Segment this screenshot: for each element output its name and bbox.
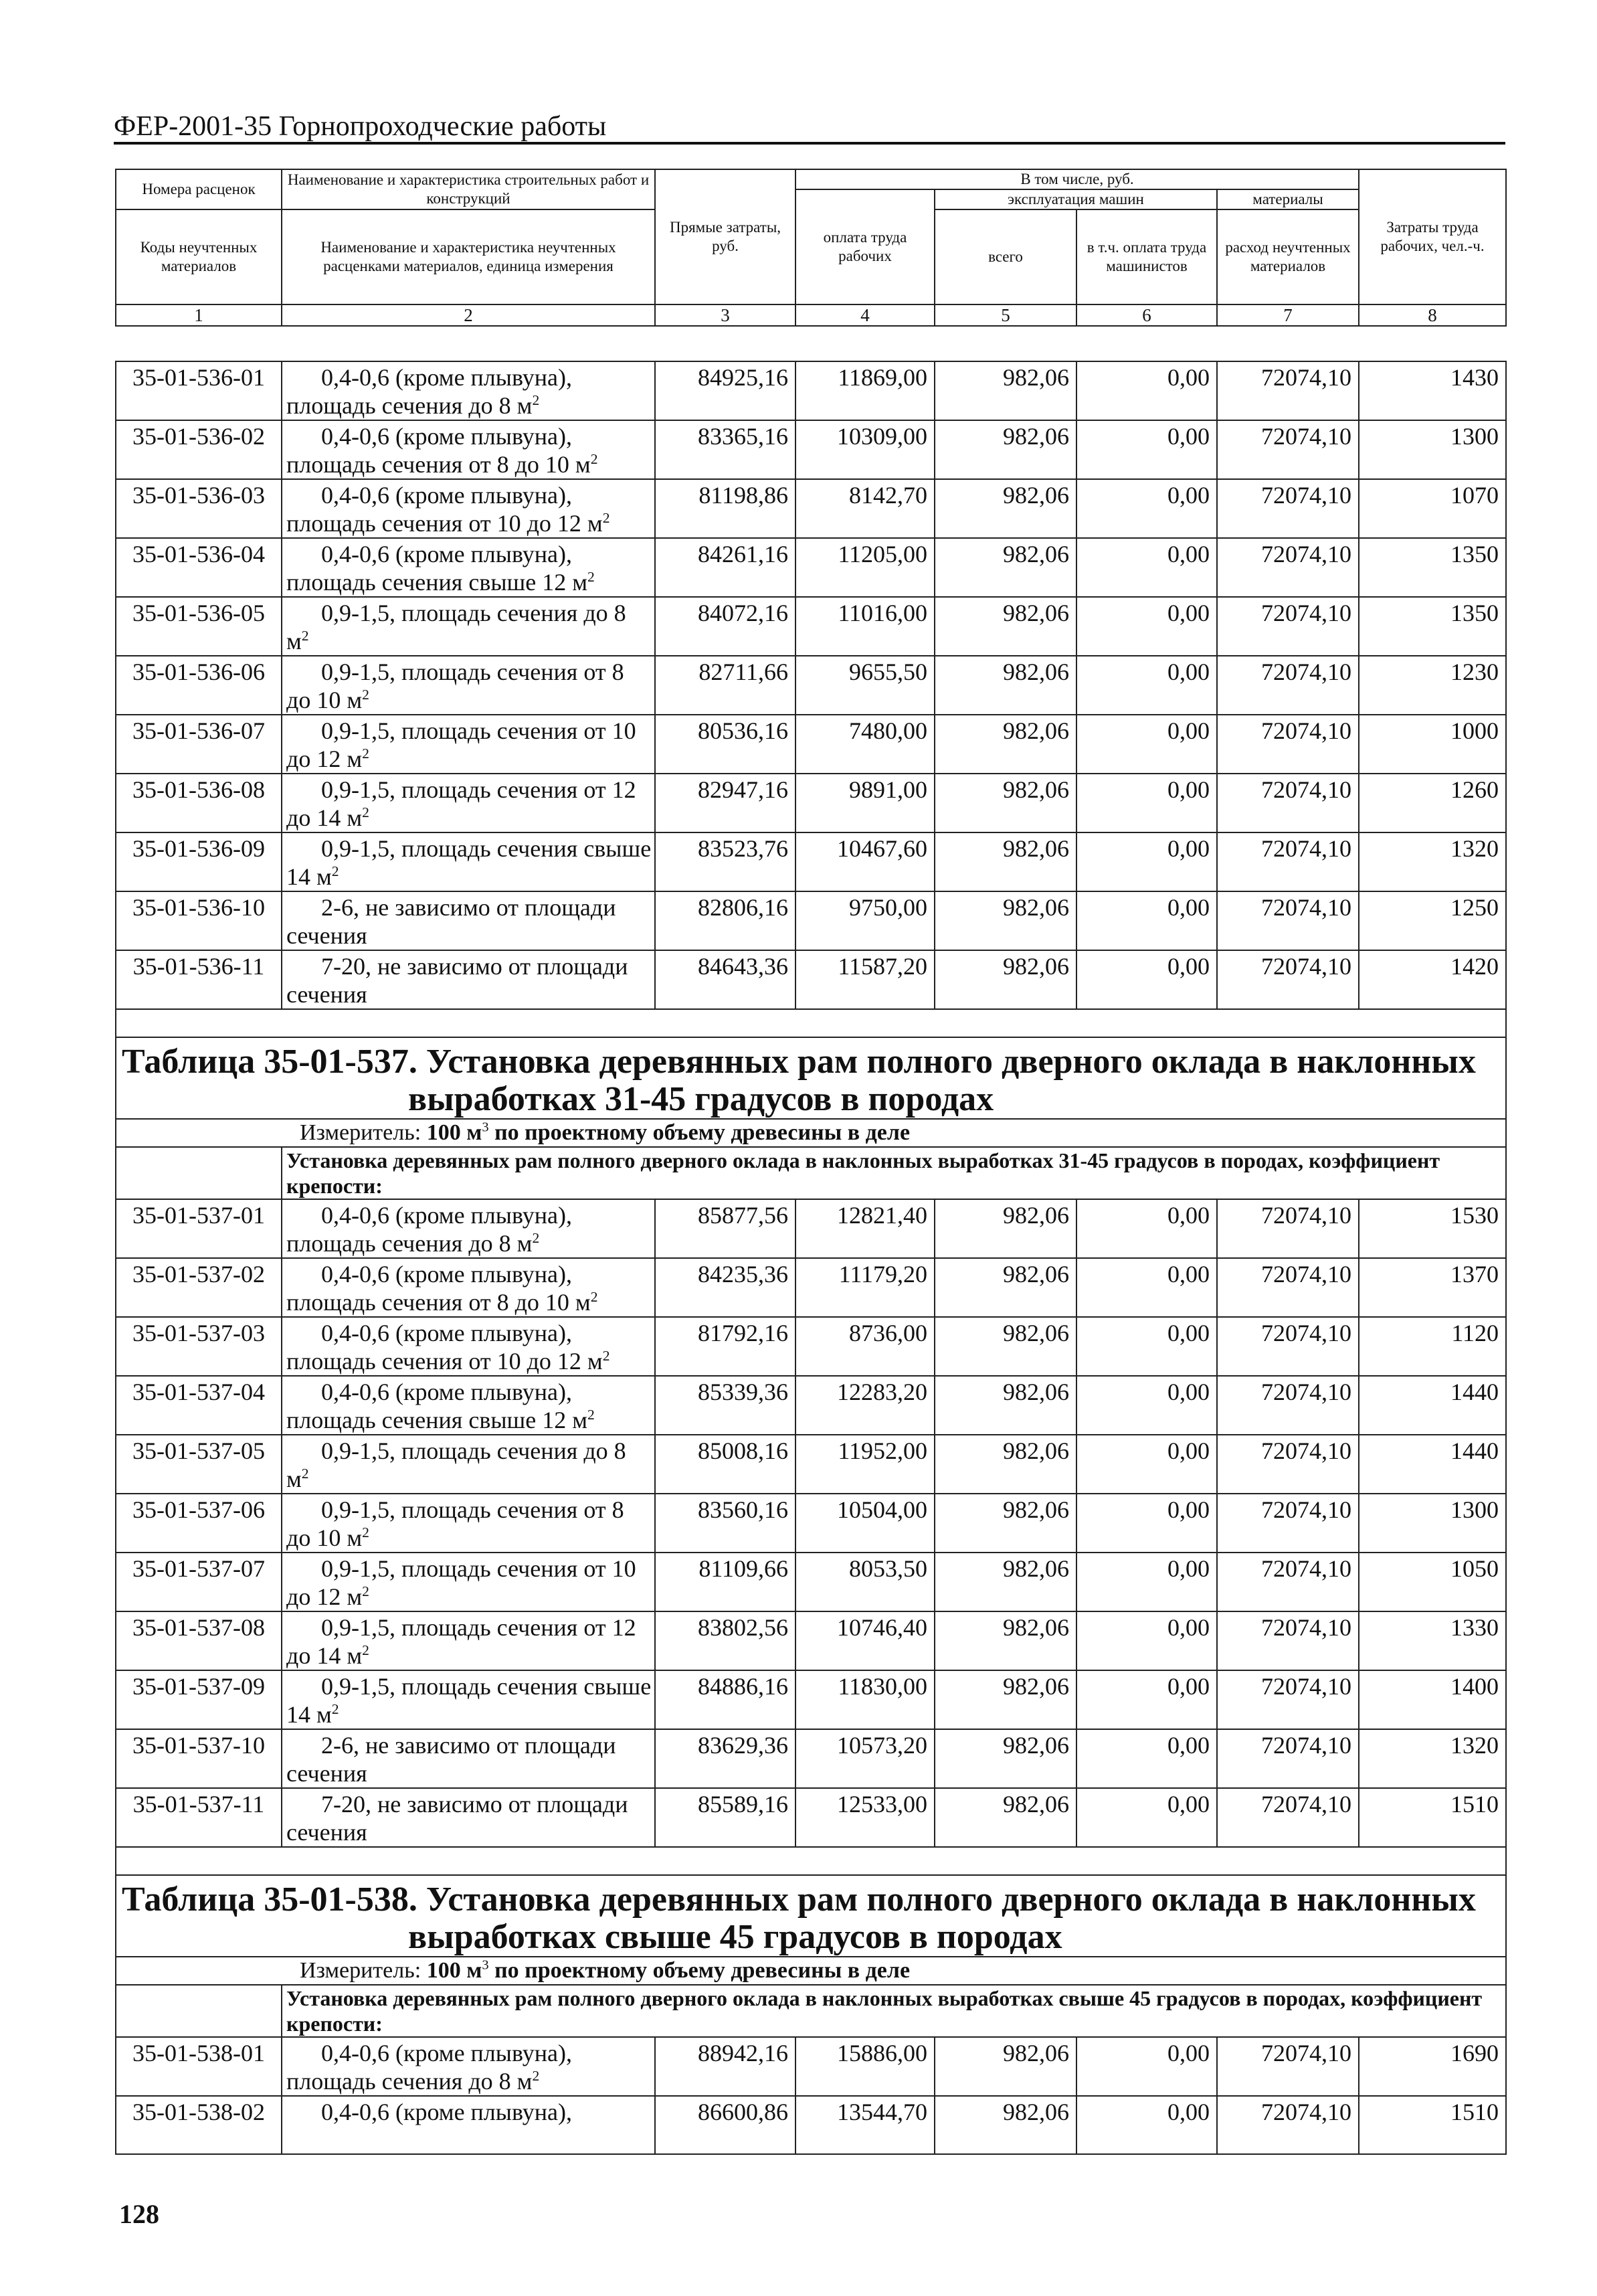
work-description: 2-6, не зависимо от площади сечения: [282, 891, 655, 950]
machines-total: 982,06: [935, 2096, 1076, 2154]
materials-cost: 72074,10: [1217, 1435, 1359, 1494]
machinists-pay: 0,00: [1076, 2037, 1217, 2096]
direct-costs: 85589,16: [655, 1788, 795, 1847]
rate-code: 35-01-536-03: [116, 479, 282, 538]
work-description: 0,4-0,6 (кроме плывуна),: [282, 2096, 655, 2154]
table-row: [116, 479, 1506, 538]
column-number: 5: [935, 304, 1076, 326]
table-row: [116, 1199, 1506, 1258]
labor-hours: 1300: [1359, 1494, 1506, 1553]
work-description: 2-6, не зависимо от площади сечения: [282, 1729, 655, 1788]
table-row: [116, 2037, 1506, 2096]
materials-cost: 72074,10: [1217, 1670, 1359, 1729]
work-description: 7-20, не зависимо от площади сечения: [282, 950, 655, 1009]
table-row: [116, 656, 1506, 715]
machines-total: 982,06: [935, 2037, 1076, 2096]
header-codes-top: Номера расценок: [116, 169, 282, 209]
work-description: 0,4-0,6 (кроме плывуна), площадь сечения от 10 до 12 $м^2$: [282, 479, 655, 538]
rate-code: 35-01-537-07: [116, 1553, 282, 1611]
work-description: 0,4-0,6 (кроме плывуна), площадь сечения до 8 $м^2$: [282, 1199, 655, 1258]
rate-code: 35-01-537-09: [116, 1670, 282, 1729]
labor-hours: 1320: [1359, 1729, 1506, 1788]
area-unit-sup: 2: [362, 804, 369, 820]
machinists-pay: 0,00: [1076, 1376, 1217, 1435]
direct-costs: 84925,16: [655, 361, 795, 420]
measure-label: Измеритель:: [300, 1120, 427, 1145]
work-description: 0,9-1,5, площадь сечения от 12 до 14 $м^2$: [282, 774, 655, 832]
table-row: [116, 420, 1506, 479]
measure-unit: 100 м: [426, 1958, 482, 1983]
page-header: ФЕР-2001-35 Горнопроходческие работы: [114, 111, 1505, 145]
labor-pay: 9750,00: [795, 891, 935, 950]
rows-35-01-536: [116, 361, 1506, 1009]
machinists-pay: 0,00: [1076, 1553, 1217, 1611]
direct-costs: 85877,56: [655, 1199, 795, 1258]
rate-code: 35-01-536-04: [116, 538, 282, 597]
table-row: [116, 832, 1506, 891]
machinists-pay: 0,00: [1076, 361, 1217, 420]
direct-costs: 81109,66: [655, 1553, 795, 1611]
labor-hours: 1050: [1359, 1553, 1506, 1611]
machinists-pay: 0,00: [1076, 2096, 1217, 2154]
area-unit-sup: 2: [362, 1642, 369, 1658]
labor-pay: 11869,00: [795, 361, 935, 420]
materials-cost: 72074,10: [1217, 1611, 1359, 1670]
area-unit-sup: 2: [362, 687, 369, 703]
rate-code: 35-01-536-01: [116, 361, 282, 420]
machines-total: 982,06: [935, 832, 1076, 891]
machines-total: 982,06: [935, 656, 1076, 715]
machinists-pay: 0,00: [1076, 479, 1217, 538]
labor-pay: 11587,20: [795, 950, 935, 1009]
direct-costs: 83523,76: [655, 832, 795, 891]
rate-code: 35-01-538-02: [116, 2096, 282, 2154]
column-number: 7: [1217, 304, 1359, 326]
labor-pay: 8736,00: [795, 1317, 935, 1376]
labor-hours: 1690: [1359, 2037, 1506, 2096]
machinists-pay: 0,00: [1076, 891, 1217, 950]
machines-total: 982,06: [935, 774, 1076, 832]
header-machines: эксплуатация машин: [935, 189, 1217, 209]
materials-cost: 72074,10: [1217, 1317, 1359, 1376]
work-description: 7-20, не зависимо от площади сечения: [282, 1788, 655, 1847]
work-description: 0,9-1,5, площадь сечения свыше 14 $м^2$: [282, 1670, 655, 1729]
machines-total: 982,06: [935, 1376, 1076, 1435]
rate-code: 35-01-538-01: [116, 2037, 282, 2096]
labor-pay: 10467,60: [795, 832, 935, 891]
direct-costs: 80536,16: [655, 715, 795, 774]
rate-code: 35-01-537-01: [116, 1199, 282, 1258]
labor-pay: 10573,20: [795, 1729, 935, 1788]
materials-cost: 72074,10: [1217, 420, 1359, 479]
table-row: [116, 1611, 1506, 1670]
machines-total: 982,06: [935, 1670, 1076, 1729]
header-materials-use: расход неучтенных материалов: [1217, 209, 1359, 304]
machines-total: 982,06: [935, 479, 1076, 538]
table-row: [116, 1729, 1506, 1788]
work-description: 0,9-1,5, площадь сечения до 8 $м^2$: [282, 1435, 655, 1494]
machinists-pay: 0,00: [1076, 656, 1217, 715]
area-unit-sup: 2: [301, 1466, 309, 1482]
table-538-title-line1: Таблица 35-01-538. Установка деревянных рам полного дверного оклада в наклонных: [122, 1880, 1476, 1919]
work-description: 0,9-1,5, площадь сечения от 8 до 10 $м^2$: [282, 656, 655, 715]
area-unit-sup: 2: [301, 628, 309, 644]
machinists-pay: 0,00: [1076, 950, 1217, 1009]
materials-cost: 72074,10: [1217, 950, 1359, 1009]
table-538-measure: [116, 1957, 1506, 1985]
table-538-heading: [116, 1847, 1506, 2037]
area-unit-sup: 2: [532, 2068, 540, 2084]
direct-costs: 81198,86: [655, 479, 795, 538]
header-machinists-pay: в т.ч. оплата труда машинистов: [1076, 209, 1217, 304]
labor-hours: 1300: [1359, 420, 1506, 479]
machinists-pay: 0,00: [1076, 832, 1217, 891]
rate-code: 35-01-536-06: [116, 656, 282, 715]
rate-code: 35-01-536-09: [116, 832, 282, 891]
direct-costs: 84072,16: [655, 597, 795, 656]
materials-cost: 72074,10: [1217, 1553, 1359, 1611]
table-row: [116, 1258, 1506, 1317]
labor-hours: 1350: [1359, 597, 1506, 656]
machines-total: 982,06: [935, 1317, 1076, 1376]
header-codes-bottom: Коды неучтенных материалов: [116, 209, 282, 304]
measure-unit: 100 м: [426, 1120, 482, 1145]
work-description: 0,9-1,5, площадь сечения от 8 до 10 $м^2$: [282, 1494, 655, 1553]
header-materials: материалы: [1217, 189, 1359, 209]
materials-cost: 72074,10: [1217, 361, 1359, 420]
area-unit-sup: 2: [331, 863, 339, 879]
table-538-note: Установка деревянных рам полного дверного оклада в наклонных выработках свыше 45 градусов в породах, коэффициент крепости:: [282, 1985, 1506, 2037]
machinists-pay: 0,00: [1076, 420, 1217, 479]
measure-unit-sup: 3: [482, 1957, 489, 1973]
labor-pay: 11830,00: [795, 1670, 935, 1729]
materials-cost: 72074,10: [1217, 597, 1359, 656]
column-number: 3: [655, 304, 795, 326]
labor-pay: 10746,40: [795, 1611, 935, 1670]
measure-description: по проектному объему древесины в деле: [488, 1958, 911, 1983]
labor-pay: 11179,20: [795, 1258, 935, 1317]
rate-code: 35-01-537-11: [116, 1788, 282, 1847]
machines-total: 982,06: [935, 1494, 1076, 1553]
machines-total: 982,06: [935, 1788, 1076, 1847]
machinists-pay: 0,00: [1076, 1788, 1217, 1847]
rate-code: 35-01-537-05: [116, 1435, 282, 1494]
labor-pay: 11952,00: [795, 1435, 935, 1494]
direct-costs: 83802,56: [655, 1611, 795, 1670]
area-unit-sup: 2: [587, 569, 595, 585]
machines-total: 982,06: [935, 715, 1076, 774]
direct-costs: 82711,66: [655, 656, 795, 715]
work-description: 0,9-1,5, площадь сечения от 12 до 14 $м^2$: [282, 1611, 655, 1670]
materials-cost: 72074,10: [1217, 1494, 1359, 1553]
measure-description: по проектному объему древесины в деле: [488, 1120, 911, 1145]
machines-total: 982,06: [935, 950, 1076, 1009]
materials-cost: 72074,10: [1217, 1258, 1359, 1317]
direct-costs: 83560,16: [655, 1494, 795, 1553]
rate-code: 35-01-536-11: [116, 950, 282, 1009]
labor-hours: 1420: [1359, 950, 1506, 1009]
machines-total: 982,06: [935, 891, 1076, 950]
header-labor-costs: Затраты труда рабочих, чел.-ч.: [1359, 169, 1506, 304]
rate-code: 35-01-537-02: [116, 1258, 282, 1317]
table-537-measure: [116, 1119, 1506, 1147]
labor-pay: 10309,00: [795, 420, 935, 479]
rows-35-01-538: [116, 2037, 1506, 2154]
table-row: [116, 1435, 1506, 1494]
machines-total: 982,06: [935, 1435, 1076, 1494]
labor-pay: 12821,40: [795, 1199, 935, 1258]
header-name-bottom: Наименование и характеристика неучтенных расценками материалов, единица измерения: [282, 209, 655, 304]
direct-costs: 84235,36: [655, 1258, 795, 1317]
rates-table: [115, 361, 1507, 2155]
table-537-title-line1: Таблица 35-01-537. Установка деревянных рам полного дверного оклада в наклонных: [122, 1043, 1476, 1081]
table-row: [116, 1670, 1506, 1729]
materials-cost: 72074,10: [1217, 1788, 1359, 1847]
labor-hours: 1120: [1359, 1317, 1506, 1376]
labor-hours: 1430: [1359, 361, 1506, 420]
spacer-cell: [116, 1009, 1506, 1037]
work-description: 0,4-0,6 (кроме плывуна), площадь сечения от 8 до 10 $м^2$: [282, 1258, 655, 1317]
rate-code: 35-01-536-02: [116, 420, 282, 479]
work-description: 0,9-1,5, площадь сечения от 10 до 12 $м^2$: [282, 715, 655, 774]
machinists-pay: 0,00: [1076, 1258, 1217, 1317]
area-unit-sup: 2: [362, 745, 369, 762]
area-unit-sup: 2: [362, 1583, 369, 1599]
machines-total: 982,06: [935, 1199, 1076, 1258]
labor-pay: 12533,00: [795, 1788, 935, 1847]
empty-code-cell: [116, 1147, 282, 1199]
work-description: 0,9-1,5, площадь сечения до 8 $м^2$: [282, 597, 655, 656]
labor-hours: 1440: [1359, 1435, 1506, 1494]
direct-costs: 85008,16: [655, 1435, 795, 1494]
direct-costs: 84643,36: [655, 950, 795, 1009]
table-538-title-line2: выработках свыше 45 градусов в породах: [408, 1918, 1062, 1956]
work-description: 0,4-0,6 (кроме плывуна), площадь сечения до 8 $м^2$: [282, 361, 655, 420]
labor-hours: 1400: [1359, 1670, 1506, 1729]
materials-cost: 72074,10: [1217, 891, 1359, 950]
materials-cost: 72074,10: [1217, 774, 1359, 832]
materials-cost: 72074,10: [1217, 2037, 1359, 2096]
machinists-pay: 0,00: [1076, 1611, 1217, 1670]
direct-costs: 85339,36: [655, 1376, 795, 1435]
machinists-pay: 0,00: [1076, 1494, 1217, 1553]
area-unit-sup: 2: [331, 1701, 339, 1717]
column-number: 2: [282, 304, 655, 326]
rate-code: 35-01-537-03: [116, 1317, 282, 1376]
labor-pay: 11205,00: [795, 538, 935, 597]
table-row: [116, 1376, 1506, 1435]
machinists-pay: 0,00: [1076, 1670, 1217, 1729]
machinists-pay: 0,00: [1076, 538, 1217, 597]
materials-cost: 72074,10: [1217, 1729, 1359, 1788]
direct-costs: 82806,16: [655, 891, 795, 950]
materials-cost: 72074,10: [1217, 832, 1359, 891]
labor-pay: 8053,50: [795, 1553, 935, 1611]
machines-total: 982,06: [935, 597, 1076, 656]
machinists-pay: 0,00: [1076, 774, 1217, 832]
spacer-cell: [116, 1847, 1506, 1875]
labor-hours: 1070: [1359, 479, 1506, 538]
labor-pay: 9891,00: [795, 774, 935, 832]
work-description: 0,4-0,6 (кроме плывуна), площадь сечения до 8 $м^2$: [282, 2037, 655, 2096]
labor-pay: 9655,50: [795, 656, 935, 715]
header-direct-costs: Прямые затраты, руб.: [655, 169, 795, 304]
table-row: [116, 1494, 1506, 1553]
materials-cost: 72074,10: [1217, 2096, 1359, 2154]
area-unit-sup: 2: [590, 451, 598, 467]
table-row: [116, 1317, 1506, 1376]
labor-pay: 10504,00: [795, 1494, 935, 1553]
labor-pay: 12283,20: [795, 1376, 935, 1435]
page-number: 128: [119, 2199, 159, 2229]
table-537-title: [116, 1037, 1506, 1119]
materials-cost: 72074,10: [1217, 538, 1359, 597]
materials-cost: 72074,10: [1217, 1199, 1359, 1258]
column-header-table: [115, 169, 1507, 327]
work-description: 0,4-0,6 (кроме плывуна), площадь сечения от 10 до 12 $м^2$: [282, 1317, 655, 1376]
table-row: [116, 361, 1506, 420]
table-537-note: Установка деревянных рам полного дверного оклада в наклонных выработках 31-45 градусов в породах, коэффициент крепости:: [282, 1147, 1506, 1199]
rate-code: 35-01-537-06: [116, 1494, 282, 1553]
labor-pay: 15886,00: [795, 2037, 935, 2096]
machines-total: 982,06: [935, 1729, 1076, 1788]
labor-pay: 13544,70: [795, 2096, 935, 2154]
direct-costs: 84261,16: [655, 538, 795, 597]
machinists-pay: 0,00: [1076, 1199, 1217, 1258]
table-row: [116, 950, 1506, 1009]
materials-cost: 72074,10: [1217, 479, 1359, 538]
direct-costs: 84886,16: [655, 1670, 795, 1729]
table-row: [116, 1553, 1506, 1611]
direct-costs: 83629,36: [655, 1729, 795, 1788]
labor-hours: 1260: [1359, 774, 1506, 832]
direct-costs: 83365,16: [655, 420, 795, 479]
labor-hours: 1530: [1359, 1199, 1506, 1258]
column-number: 4: [795, 304, 935, 326]
work-description: 0,9-1,5, площадь сечения от 10 до 12 $м^2$: [282, 1553, 655, 1611]
work-description: 0,9-1,5, площадь сечения свыше 14 $м^2$: [282, 832, 655, 891]
rate-code: 35-01-537-04: [116, 1376, 282, 1435]
area-unit-sup: 2: [362, 1524, 369, 1540]
direct-costs: 82947,16: [655, 774, 795, 832]
area-unit-sup: 2: [602, 1348, 610, 1364]
table-row: [116, 538, 1506, 597]
table-row: [116, 774, 1506, 832]
rate-code: 35-01-536-05: [116, 597, 282, 656]
direct-costs: 86600,86: [655, 2096, 795, 2154]
table-537-title-line2: выработках 31-45 градусов в породах: [408, 1080, 994, 1118]
labor-hours: 1330: [1359, 1611, 1506, 1670]
materials-cost: 72074,10: [1217, 656, 1359, 715]
rate-code: 35-01-537-08: [116, 1611, 282, 1670]
labor-pay: 8142,70: [795, 479, 935, 538]
machinists-pay: 0,00: [1076, 1729, 1217, 1788]
area-unit-sup: 2: [532, 392, 540, 408]
machines-total: 982,06: [935, 1258, 1076, 1317]
header-name-top: Наименование и характеристика строительных работ и конструкций: [282, 169, 655, 209]
table-537-heading: [116, 1009, 1506, 1199]
labor-hours: 1510: [1359, 1788, 1506, 1847]
rows-35-01-537: [116, 1199, 1506, 1847]
header-including: В том числе, руб.: [795, 169, 1359, 189]
labor-hours: 1370: [1359, 1258, 1506, 1317]
rate-code: 35-01-536-10: [116, 891, 282, 950]
rate-code: 35-01-536-08: [116, 774, 282, 832]
work-description: 0,4-0,6 (кроме плывуна), площадь сечения свыше 12 $м^2$: [282, 538, 655, 597]
direct-costs: 81792,16: [655, 1317, 795, 1376]
direct-costs: 88942,16: [655, 2037, 795, 2096]
labor-hours: 1250: [1359, 891, 1506, 950]
work-description: 0,4-0,6 (кроме плывуна), площадь сечения от 8 до 10 $м^2$: [282, 420, 655, 479]
work-description: 0,4-0,6 (кроме плывуна), площадь сечения свыше 12 $м^2$: [282, 1376, 655, 1435]
machines-total: 982,06: [935, 1553, 1076, 1611]
header-machines-total: всего: [935, 209, 1076, 304]
area-unit-sup: 2: [532, 1230, 540, 1246]
measure-unit-sup: 3: [482, 1120, 489, 1135]
labor-pay: 11016,00: [795, 597, 935, 656]
rate-code: 35-01-537-10: [116, 1729, 282, 1788]
table-row: [116, 891, 1506, 950]
materials-cost: 72074,10: [1217, 1376, 1359, 1435]
header-labor-pay: оплата труда рабочих: [795, 189, 935, 304]
machines-total: 982,06: [935, 420, 1076, 479]
labor-hours: 1350: [1359, 538, 1506, 597]
labor-hours: 1000: [1359, 715, 1506, 774]
machines-total: 982,06: [935, 1611, 1076, 1670]
labor-pay: 7480,00: [795, 715, 935, 774]
area-unit-sup: 2: [602, 510, 610, 526]
table-538-title: [116, 1875, 1506, 1957]
machinists-pay: 0,00: [1076, 715, 1217, 774]
column-number: 8: [1359, 304, 1506, 326]
machines-total: 982,06: [935, 361, 1076, 420]
table-row: [116, 1788, 1506, 1847]
rate-code: 35-01-536-07: [116, 715, 282, 774]
machines-total: 982,06: [935, 538, 1076, 597]
column-number: 1: [116, 304, 282, 326]
area-unit-sup: 2: [590, 1289, 598, 1305]
labor-hours: 1320: [1359, 832, 1506, 891]
measure-label: Измеритель:: [300, 1958, 427, 1983]
materials-cost: 72074,10: [1217, 715, 1359, 774]
table-row: [116, 597, 1506, 656]
labor-hours: 1230: [1359, 656, 1506, 715]
machinists-pay: 0,00: [1076, 1317, 1217, 1376]
table-row: [116, 2096, 1506, 2154]
machinists-pay: 0,00: [1076, 1435, 1217, 1494]
area-unit-sup: 2: [587, 1407, 595, 1423]
column-number: 6: [1076, 304, 1217, 326]
labor-hours: 1510: [1359, 2096, 1506, 2154]
empty-code-cell: [116, 1985, 282, 2037]
machinists-pay: 0,00: [1076, 597, 1217, 656]
labor-hours: 1440: [1359, 1376, 1506, 1435]
table-row: [116, 715, 1506, 774]
